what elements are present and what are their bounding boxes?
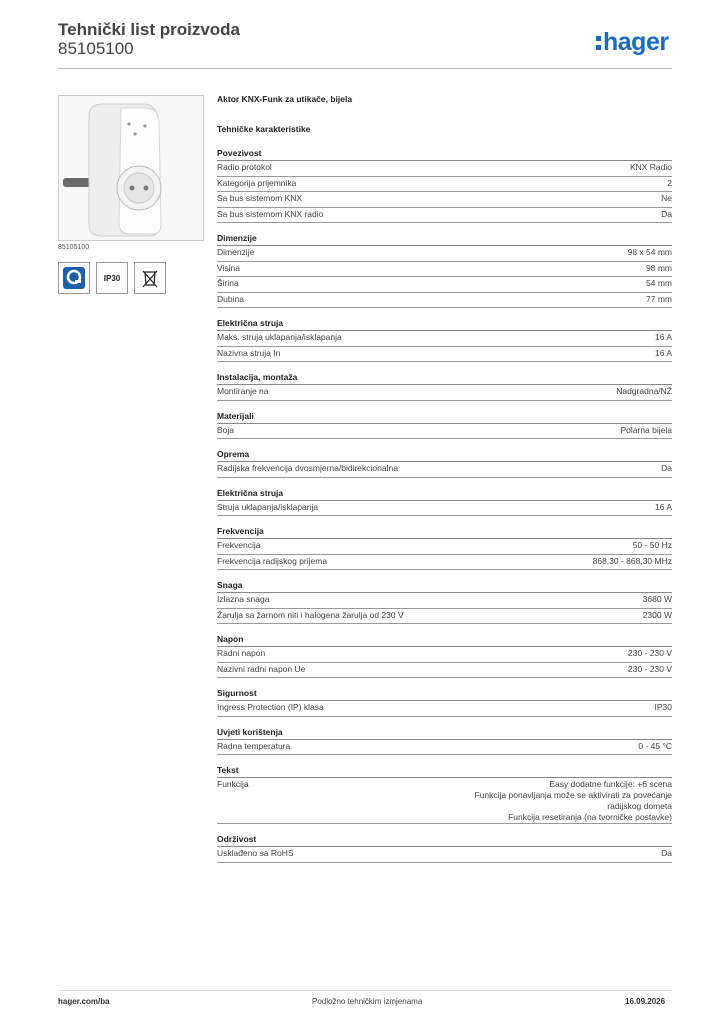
spec-value-line: Ne — [661, 193, 672, 203]
spec-value — [646, 278, 672, 289]
spec-label: Usklađeno sa RoHS — [217, 848, 294, 858]
spec-value-line: Da — [661, 208, 672, 219]
spec-row — [217, 609, 672, 625]
spec-row — [217, 331, 672, 347]
spec-row — [217, 647, 672, 663]
section-title: Električna struja — [217, 488, 672, 501]
spec-value-line: 98 mm — [646, 262, 672, 273]
spec-section — [217, 526, 672, 570]
section-title: Električna struja — [217, 318, 672, 331]
section-title: Snaga — [217, 580, 672, 593]
spec-row — [217, 246, 672, 262]
spec-value — [643, 594, 672, 605]
spec-label: Frekvencija radijskog prijema — [217, 555, 328, 566]
spec-label: Širina — [217, 278, 239, 288]
spec-value — [661, 209, 672, 220]
spec-value-line: 3680 W — [642, 594, 672, 604]
spec-value — [661, 463, 672, 474]
spec-value — [661, 848, 672, 859]
section-title: Sigurnost — [217, 688, 672, 701]
spec-row — [217, 740, 672, 756]
product-code: 85105100 — [58, 39, 134, 58]
spec-row — [217, 347, 672, 363]
spec-row — [217, 293, 672, 309]
section-title: Održivost — [217, 834, 672, 847]
spec-value-line: 0 - 45 °C — [638, 740, 672, 751]
section-title: Dimenzije — [217, 233, 672, 246]
spec-value — [620, 425, 672, 436]
spec-row — [217, 277, 672, 293]
spec-label: Struja uklapanja/isklapanja — [217, 501, 319, 512]
spec-row — [217, 161, 672, 177]
product-name: Aktor KNX-Funk za utikače, bijela — [217, 94, 353, 104]
footer-date: 16.09.2026 — [625, 997, 666, 1006]
spec-label: Sa bus sistemom KNX — [217, 193, 303, 203]
spec-value-line: IP30 — [654, 702, 672, 712]
spec-value — [630, 162, 672, 173]
ip30-badge-icon: IP30 — [96, 262, 128, 294]
tech-characteristics-title: Tehničke karakteristike — [217, 124, 311, 134]
spec-value — [661, 193, 672, 204]
spec-row — [217, 385, 672, 401]
header-divider — [58, 68, 672, 69]
spec-value-line: 50 - 50 Hz — [632, 540, 672, 550]
footer-notice: Podložno tehničkim izmjenama — [312, 997, 423, 1006]
spec-value-line: Funkcija resetiranja (na tvorničke postavke) — [508, 812, 672, 822]
spec-label: Dubina — [217, 293, 244, 304]
spec-section — [217, 488, 672, 517]
section-title: Uvjeti korištenja — [217, 727, 672, 740]
spec-sections — [217, 148, 672, 863]
spec-label: Dimenzije — [217, 247, 255, 257]
spec-section — [217, 688, 672, 717]
spec-label: Sa bus sistemom KNX radio — [217, 208, 324, 219]
spec-section — [217, 411, 672, 440]
spec-value-line: 2300 W — [642, 609, 672, 620]
spec-value — [667, 178, 672, 189]
spec-value — [638, 741, 672, 752]
spec-value — [655, 502, 672, 513]
logo-colon-icon — [596, 36, 601, 50]
spec-label: Žarulja sa žarnom niti i halogena žarulja od 230 V — [217, 609, 404, 620]
spec-value — [628, 247, 672, 258]
spec-value-line: 16 A — [654, 501, 672, 512]
spec-section — [217, 233, 672, 308]
spec-row — [217, 462, 672, 478]
spec-label: Radni napon — [217, 648, 266, 658]
hager-logo — [596, 28, 669, 57]
spec-value — [628, 664, 672, 675]
spec-label: Boja — [217, 424, 235, 435]
spec-value-line: 98 x 54 mm — [627, 247, 672, 257]
spec-section — [217, 765, 672, 824]
spec-label: Izlazna snaga — [217, 594, 270, 604]
spec-section — [217, 148, 672, 223]
logo-text: hager — [603, 28, 669, 56]
spec-section — [217, 318, 672, 362]
quality-badge-icon — [58, 262, 90, 294]
spec-row — [217, 663, 672, 679]
spec-row — [217, 778, 672, 824]
spec-value-line: Da — [661, 848, 672, 858]
section-title: Frekvencija — [217, 526, 672, 539]
spec-label: Maks. struja uklapanja/isklapanja — [217, 332, 342, 342]
spec-label: Nazivna struja In — [217, 347, 281, 358]
weee-bin-icon — [134, 262, 166, 294]
spec-value — [475, 779, 673, 823]
spec-row — [217, 208, 672, 224]
spec-section — [217, 449, 672, 478]
footer-divider — [58, 990, 672, 991]
spec-section — [217, 834, 672, 863]
spec-value — [655, 332, 672, 343]
spec-row — [217, 539, 672, 555]
spec-value-line: 77 mm — [646, 293, 672, 304]
spec-row — [217, 593, 672, 609]
spec-row — [217, 501, 672, 517]
spec-value — [655, 702, 673, 713]
section-title: Materijali — [217, 411, 672, 424]
spec-row — [217, 701, 672, 717]
spec-row — [217, 424, 672, 440]
spec-label: Radna temperatura — [217, 740, 291, 751]
spec-value-line: KNX Radio — [629, 162, 672, 172]
certification-badges — [58, 262, 166, 294]
spec-label: Kategorija prijemnika — [217, 177, 297, 188]
spec-value-line: radijskog dometa — [607, 801, 672, 811]
spec-row — [217, 555, 672, 571]
spec-label: Visina — [217, 262, 240, 273]
spec-label: Ingress Protection (IP) klasa — [217, 702, 324, 712]
spec-value-line: 16 A — [654, 347, 672, 358]
spec-content — [217, 94, 672, 863]
spec-value-line: Da — [661, 463, 672, 473]
spec-value-line: 16 A — [654, 332, 672, 342]
spec-value-line: 868,30 - 868,30 MHz — [592, 555, 672, 566]
spec-row — [217, 262, 672, 278]
section-title: Oprema — [217, 449, 672, 462]
spec-value-line: 230 - 230 V — [628, 648, 672, 658]
section-title: Tekst — [217, 765, 672, 778]
spec-value — [616, 386, 672, 397]
image-caption: 85105100 — [58, 244, 90, 251]
spec-value-line: 230 - 230 V — [628, 663, 672, 674]
spec-value — [643, 610, 672, 621]
spec-value-line: Nadgradna/NŽ — [616, 386, 672, 396]
footer-website-link[interactable]: hager.com/ba — [58, 997, 110, 1006]
document-title: Tehnički list proizvoda — [58, 20, 240, 39]
section-title: Napon — [217, 634, 672, 647]
spec-label: Frekvencija — [217, 540, 261, 550]
spec-section — [217, 372, 672, 401]
spec-row — [217, 192, 672, 208]
spec-label: Montiranje na — [217, 386, 269, 396]
spec-value-line: 2 — [667, 177, 672, 188]
spec-value — [655, 348, 672, 359]
spec-section — [217, 727, 672, 756]
plug-actuator-icon — [59, 96, 203, 240]
spec-section — [217, 580, 672, 624]
spec-label: Radijska frekvencija dvosmjerna/bidirekcionalna — [217, 463, 398, 473]
spec-value-line: Polarna bijela — [620, 424, 672, 435]
spec-value-line: Easy dodatne funkcije: +6 scena — [549, 779, 672, 789]
spec-value-line: 54 mm — [646, 278, 672, 288]
spec-section — [217, 634, 672, 678]
section-title: Povezivost — [217, 148, 672, 161]
spec-value-line: Funkcija ponavljanja može se aktivirati za povećanje — [474, 790, 672, 800]
spec-value — [628, 648, 672, 659]
spec-value — [646, 263, 672, 274]
spec-label: Nazivni radni napon Ue — [217, 663, 306, 674]
spec-label: Funkcija — [217, 779, 249, 789]
spec-value — [593, 556, 672, 567]
product-image — [58, 95, 204, 241]
spec-row — [217, 177, 672, 193]
spec-value — [646, 294, 672, 305]
section-title: Instalacija, montaža — [217, 372, 672, 385]
spec-value — [633, 540, 672, 551]
spec-label: Radio protokol — [217, 162, 272, 172]
spec-row — [217, 847, 672, 863]
